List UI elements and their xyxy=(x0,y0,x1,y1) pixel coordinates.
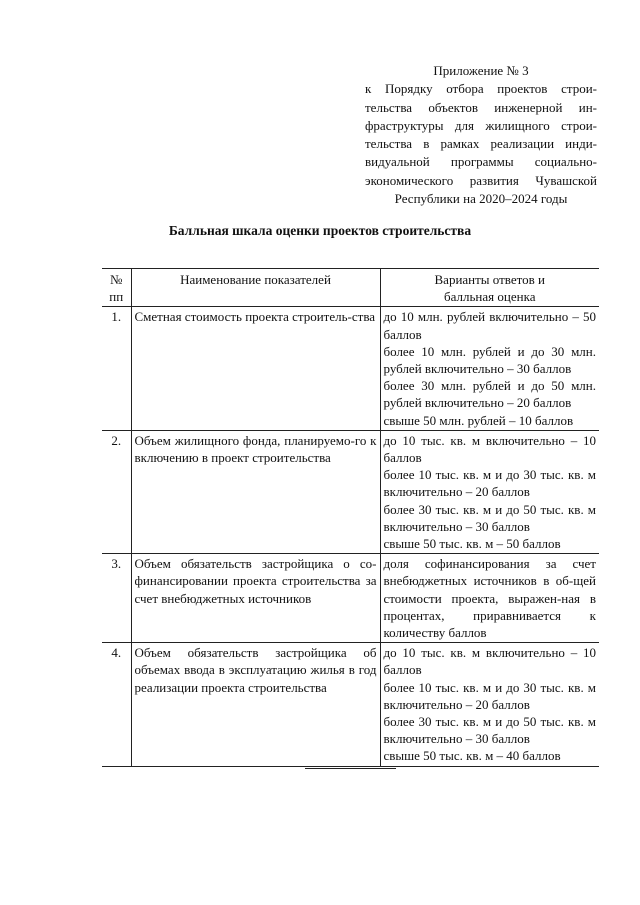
table-header-row xyxy=(102,269,599,307)
row-number: 2. xyxy=(102,430,131,553)
row-indicator: Сметная стоимость проекта строитель-ства xyxy=(131,307,380,430)
option-item: до 10 тыс. кв. м включительно – 10 баллов xyxy=(383,432,596,466)
appendix-line: тельства объектов инженерной ин- xyxy=(365,99,597,115)
header-number xyxy=(102,269,131,307)
option-item: более 10 тыс. кв. м и до 30 тыс. кв. м включительно – 20 баллов xyxy=(383,467,596,500)
option-item: более 30 млн. рублей и до 50 млн. рублей включительно – 20 баллов xyxy=(383,378,596,411)
table-row xyxy=(102,554,599,643)
option-item: более 10 тыс. кв. м и до 30 тыс. кв. м включительно – 20 баллов xyxy=(383,679,596,712)
row-options xyxy=(380,643,599,766)
option-item: более 30 тыс. кв. м и до 50 тыс. кв. м включительно – 30 баллов xyxy=(383,501,596,534)
row-options xyxy=(380,430,599,553)
appendix-line: к Порядку отбора проектов строи- xyxy=(365,81,597,97)
header-indicator-label: Наименование показателей xyxy=(180,272,331,287)
header-indicator xyxy=(131,269,380,307)
row-options xyxy=(380,307,599,430)
option-item: более 30 тыс. кв. м и до 50 тыс. кв. м включительно – 30 баллов xyxy=(383,714,596,747)
appendix-line: Республики на 2020–2024 годы xyxy=(394,191,568,207)
header-answers-line: Варианты ответов и xyxy=(434,272,545,287)
row-number: 1. xyxy=(102,307,131,430)
row-indicator: Объем жилищного фонда, планируемо-го к включению в проект строительства xyxy=(131,430,380,553)
header-answers-line: балльная оценка xyxy=(444,289,536,305)
row-indicator: Объем обязательств застройщика об объемах ввода в эксплуатацию жилья в год реализации проекта строительства xyxy=(131,643,380,766)
appendix-line: видуальной программы социально- xyxy=(365,154,597,170)
appendix-block xyxy=(365,62,597,208)
table-row xyxy=(102,430,599,553)
option-item: более 10 млн. рублей и до 30 млн. рублей включительно – 30 баллов xyxy=(383,343,596,377)
option-item: доля софинансирования за счет внебюджетных источников в об-щей стоимости проекта, выражен-ная в процентах, приравнивается к количеству баллов xyxy=(383,556,596,641)
table-row xyxy=(102,643,599,766)
table-row xyxy=(102,307,599,430)
row-indicator: Объем обязательств застройщика о со-финансировании проекта строительства за счет внебюджетных источников xyxy=(131,554,380,643)
row-options xyxy=(380,554,599,643)
option-item: свыше 50 тыс. кв. м – 50 баллов xyxy=(383,536,561,552)
appendix-line: фраструктуры для жилищного строи- xyxy=(365,117,597,133)
appendix-line: тельства в рамках реализации инди- xyxy=(365,136,597,152)
header-number-line: № xyxy=(110,272,123,287)
option-item: до 10 млн. рублей включительно – 50 баллов xyxy=(383,309,596,342)
score-table xyxy=(102,268,599,767)
appendix-number: Приложение № 3 xyxy=(433,63,529,78)
option-item: свыше 50 млн. рублей – 10 баллов xyxy=(383,412,574,428)
header-answers xyxy=(380,269,599,307)
end-separator-line xyxy=(305,768,396,769)
option-item: свыше 50 тыс. кв. м – 40 баллов xyxy=(383,748,561,764)
appendix-line: экономического развития Чувашской xyxy=(365,172,597,188)
document-title: Балльная шкала оценки проектов строительства xyxy=(168,223,472,238)
header-number-line: пп xyxy=(109,289,124,305)
option-item: до 10 тыс. кв. м включительно – 10 баллов xyxy=(383,645,596,678)
row-number: 4. xyxy=(102,643,131,766)
row-number: 3. xyxy=(102,554,131,643)
